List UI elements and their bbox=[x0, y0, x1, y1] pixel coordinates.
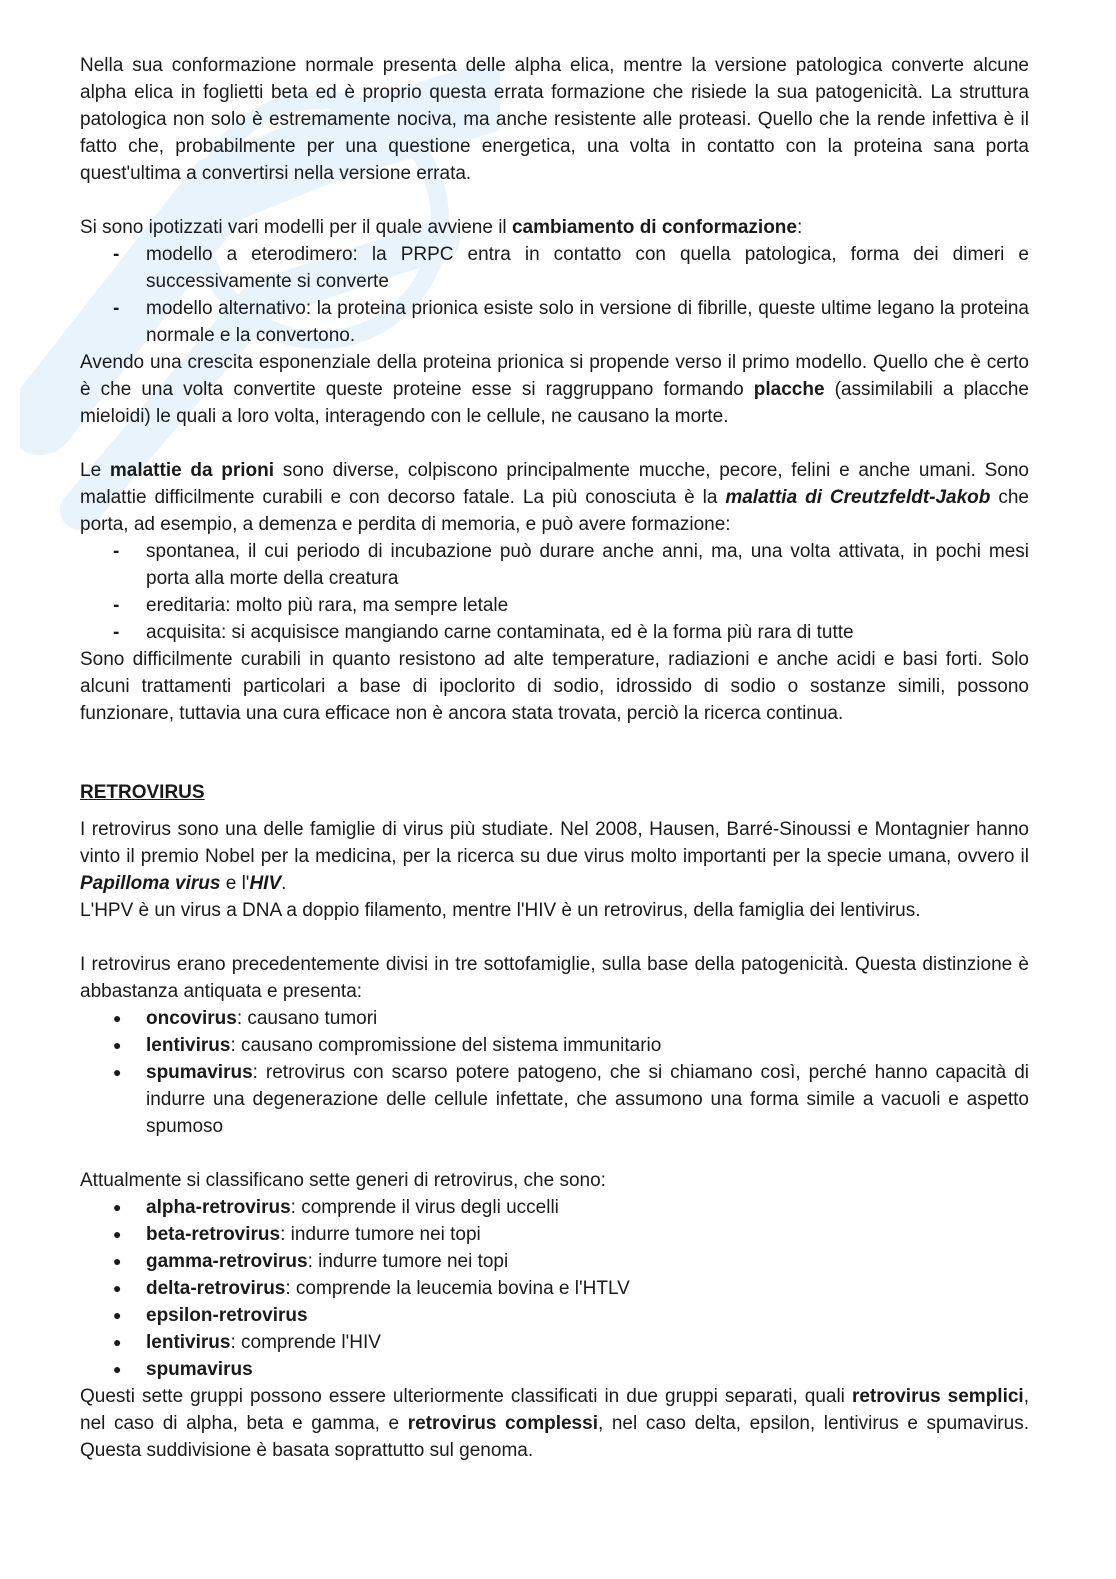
list-item: ● delta-retrovirus: comprende la leucemia bovina e l'HTLV bbox=[80, 1275, 1029, 1302]
list-item: ● oncovirus: causano tumori bbox=[80, 1005, 1029, 1032]
list-item: ● gamma-retrovirus: indurre tumore nei topi bbox=[80, 1248, 1029, 1275]
paragraph-plaques: Avendo una crescita esponenziale della proteina prionica si propende verso il primo modello. Quello che è certo è che una volta convertite queste proteine esse si raggruppano formando placche (assimilabili a placche mieloidi) le quali a loro volta, interagendo con le cellule, ne causano la morte. bbox=[80, 352, 1029, 427]
list-item: ● alpha-retrovirus: comprende il virus degli uccelli bbox=[80, 1194, 1029, 1221]
models-list bbox=[80, 241, 1029, 349]
paragraph-treatments: Sono difficilmente curabili in quanto resistono ad alte temperature, radiazioni e anche acidi e basi forti. Solo alcuni trattamenti particolari a base di ipoclorito di sodio, idrossido di sodio o sostanze simili, possono funzionare, tuttavia una cura efficace non è ancora stata trovata, perciò la ricerca continua. bbox=[80, 649, 1029, 724]
list-item: - spontanea, il cui periodo di incubazione può durare anche anni, ma, una volta attivata, in pochi mesi porta alla morte della creatura bbox=[80, 538, 1029, 592]
list-item: - acquisita: si acquisisce mangiando carne contaminata, ed è la forma più rara di tutte bbox=[80, 619, 1029, 646]
list-item: ● beta-retrovirus: indurre tumore nei topi bbox=[80, 1221, 1029, 1248]
paragraph-prion-diseases: Le malattie da prioni sono diverse, colpiscono principalmente mucche, pecore, felini e anche umani. Sono malattie difficilmente curabili e con decorso fatale. La più conosciuta è la malattia di Creutzfeldt-Jakob che porta, ad esempio, a demenza e perdita di memoria, e può avere formazione: bbox=[80, 460, 1029, 535]
list-item: ● epsilon-retrovirus bbox=[80, 1302, 1029, 1329]
paragraph-hpv-hiv: L'HPV è un virus a DNA a doppio filamento, mentre l'HIV è un retrovirus, della famiglia dei lentivirus. bbox=[80, 900, 921, 921]
list-item: - modello alternativo: la proteina prionica esiste solo in versione di fibrille, queste ultime legano la proteina normale e la convertono. bbox=[80, 295, 1029, 349]
section-heading-retrovirus: RETROVIRUS bbox=[80, 782, 205, 803]
list-item: ● lentivirus: causano compromissione del sistema immunitario bbox=[80, 1032, 1029, 1059]
genera-list bbox=[80, 1194, 1029, 1383]
paragraph-nobel: I retrovirus sono una delle famiglie di virus più studiate. Nel 2008, Hausen, Barré-Sinoussi e Montagnier hanno vinto il premio Nobel per la medicina, per la ricerca su due virus molto importanti per la specie umana, ovvero il Papilloma virus e l'HIV. bbox=[80, 819, 1029, 894]
list-item: - modello a eterodimero: la PRPC entra in contatto con quella patologica, forma dei dimeri e successivamente si converte bbox=[80, 241, 1029, 295]
paragraph-subfamilies: I retrovirus erano precedentemente divisi in tre sottofamiglie, sulla base della patogenicità. Questa distinzione è abbastanza antiquata e presenta: bbox=[80, 954, 1029, 1002]
subfamilies-list bbox=[80, 1005, 1029, 1140]
paragraph-genera-intro: Attualmente si classificano sette generi di retrovirus, che sono: bbox=[80, 1170, 606, 1191]
forms-list bbox=[80, 538, 1029, 646]
paragraph-prion-structure: Nella sua conformazione normale presenta delle alpha elica, mentre la versione patologica converte alcune alpha elica in foglietti beta ed è proprio questa errata formazione che risiede la sua patogenicità. La struttura patologica non solo è estremamente nociva, ma anche resistente alle proteasi. Quello che la rende infettiva è il fatto che, probabilmente per una questione energetica, una volta in contatto con la proteina sana porta quest'ultima a convertirsi nella versione errata. bbox=[80, 55, 1029, 184]
document-body bbox=[80, 52, 1029, 1464]
list-item: ● spumavirus bbox=[80, 1356, 1029, 1383]
paragraph-conformation-models: Si sono ipotizzati vari modelli per il quale avviene il cambiamento di conformazione: bbox=[80, 217, 803, 238]
list-item: - ereditaria: molto più rara, ma sempre letale bbox=[80, 592, 1029, 619]
list-item: ● lentivirus: comprende l'HIV bbox=[80, 1329, 1029, 1356]
list-item: ● spumavirus: retrovirus con scarso potere patogeno, che si chiamano così, perché hanno capacità di indurre una degenerazione delle cellule infettate, che assumono una forma simile a vacuoli e aspetto spumoso bbox=[80, 1059, 1029, 1140]
paragraph-classification: Questi sette gruppi possono essere ulteriormente classificati in due gruppi separati, quali retrovirus semplici, nel caso di alpha, beta e gamma, e retrovirus complessi, nel caso delta, epsilon, lentivirus e spumavirus. Questa suddivisione è basata soprattutto sul genoma. bbox=[80, 1386, 1029, 1461]
